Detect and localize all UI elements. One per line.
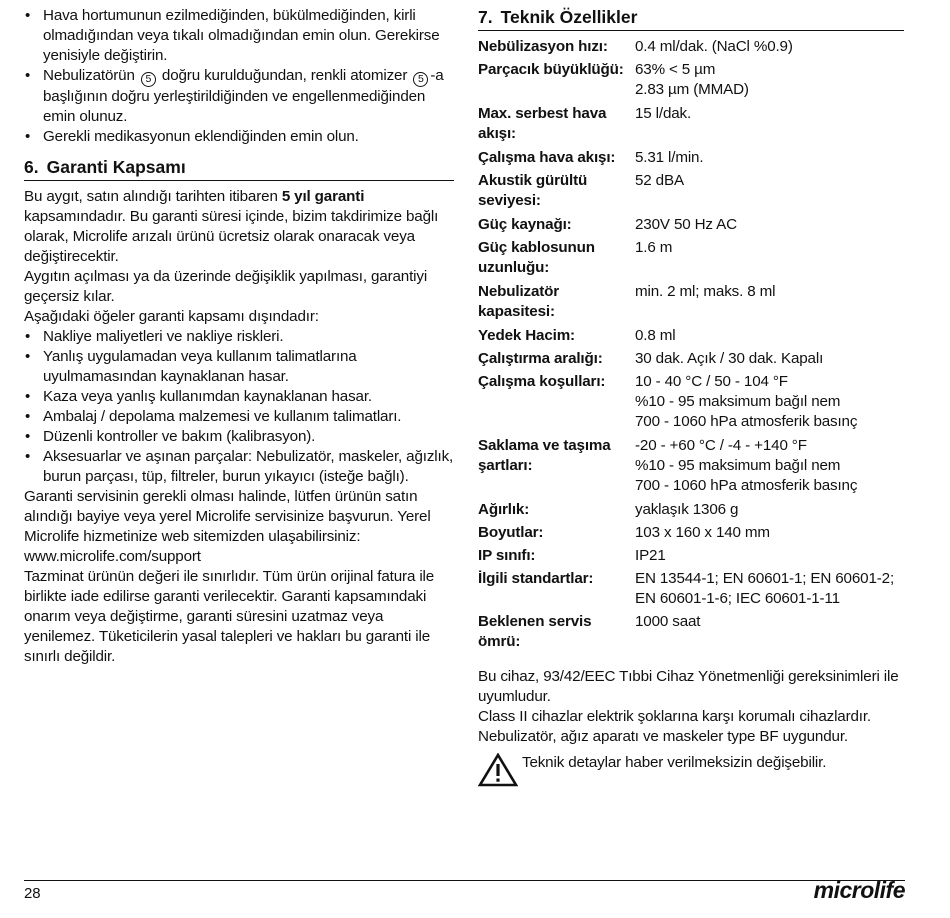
warranty-paragraph-3: Aşağıdaki öğeler garanti kapsamı dışındadır: (24, 308, 319, 325)
warranty-paragraph-5: Tazminat ürünün değeri ile sınırlıdır. Tüm ürün orijinal fatura ile birlikte iade edilirse garanti verilecektir. Garanti kapsamındaki onarım veya değiştirme, garanti süresini uzatmaz veya yenilemez. Tüketicilerin yasal talepleri ve hakları bu garanti ile sınırlı değildir. (24, 568, 435, 665)
spec-row (478, 569, 904, 612)
warning-triangle-icon (478, 753, 518, 787)
spec-value-line: IP21 (635, 547, 666, 564)
list-item: • Nakliye maliyetleri ve nakliye riskleri. (24, 327, 454, 347)
left-column (24, 6, 454, 667)
note-directive: Bu cihaz, 93/42/EEC Tıbbi Cihaz Yönetmenliği gereksinimleri ile uyumludur. (478, 668, 899, 705)
list-item: • Kaza veya yanlış kullanımdan kaynaklanan hasar. (24, 387, 454, 407)
spec-row (478, 282, 904, 326)
spec-value-line: 2.83 µm (MMAD) (635, 81, 749, 98)
spec-row (478, 148, 904, 171)
spec-value-line: %10 - 95 maksimum bağıl nem (635, 393, 841, 410)
spec-value-line: 0.8 ml (635, 327, 676, 344)
spec-value (635, 372, 904, 436)
precheck-list (24, 6, 454, 147)
warranty-paragraph-1: Bu aygıt, satın alındığı tarihten itibaren 5 yıl garanti kapsamındadır. Bu garanti süresi içinde, bizim takdirimize bağlı olarak, Microlife arızalı ürünü ücretsiz olarak onaracak veya değiştirecektir. (24, 188, 439, 265)
list-item: • Aksesuarlar ve aşınan parçalar: Nebulizatör, maskeler, ağızlık, burun parçası, tüp, filtreler, burun yıkayıcı (isteğe bağlı). (24, 447, 454, 487)
spec-row (478, 436, 904, 500)
part-number-5: 5 (413, 72, 428, 87)
brand-logo: microlife (813, 877, 905, 903)
spec-label: Yedek Hacim: (478, 327, 575, 344)
spec-value (635, 104, 904, 148)
spec-value (635, 171, 904, 215)
spec-table (478, 37, 904, 655)
section-7-heading: 7. Teknik Özellikler (478, 6, 904, 31)
spec-value-line: min. 2 ml; maks. 8 ml (635, 283, 776, 300)
spec-value (635, 282, 904, 326)
spec-value (635, 37, 904, 60)
spec-row (478, 523, 904, 546)
warning-note: Teknik detaylar haber verilmeksizin değişebilir. (478, 753, 904, 793)
spec-value (635, 349, 904, 372)
right-column (478, 6, 904, 793)
spec-value (635, 238, 904, 282)
spec-value-line: 700 - 1060 hPa atmosferik basınç (635, 477, 858, 494)
spec-value (635, 500, 904, 523)
spec-value (635, 148, 904, 171)
support-url: www.microlife.com/support (24, 548, 201, 565)
list-item: • Yanlış uygulamadan veya kullanım talimatlarına uyulmamasından kaynaklanan hasar. (24, 347, 454, 387)
spec-row (478, 372, 904, 436)
spec-value (635, 569, 904, 612)
spec-value-line: 52 dBA (635, 172, 684, 189)
spec-value-line: 63% < 5 µm (635, 61, 716, 78)
spec-label: Parçacık büyüklüğü: (478, 61, 624, 78)
spec-value (635, 546, 904, 569)
spec-label: Güç kaynağı: (478, 216, 572, 233)
spec-value-line: 30 dak. Açık / 30 dak. Kapalı (635, 350, 824, 367)
spec-value (635, 612, 904, 655)
spec-row (478, 104, 904, 148)
list-item: • Nebulizatörün 5 doğru kurulduğundan, renkli atomizer 5 -a başlığının doğru yerleştirildiğinden ve engellenmediğinden emin olunuz. (24, 66, 454, 127)
spec-value-line: 103 x 160 x 140 mm (635, 524, 770, 541)
spec-row (478, 326, 904, 349)
spec-label: Boyutlar: (478, 524, 544, 541)
spec-row (478, 349, 904, 372)
spec-value-line: yaklaşık 1306 g (635, 501, 739, 518)
spec-row (478, 215, 904, 238)
spec-label: Ağırlık: (478, 501, 530, 518)
spec-label: Saklama ve taşıma şartları: (478, 437, 611, 474)
spec-value-line: 10 - 40 °C / 50 - 104 °F (635, 373, 788, 390)
spec-row (478, 500, 904, 523)
spec-value (635, 326, 904, 349)
spec-value (635, 436, 904, 500)
exclusions-list (24, 327, 454, 487)
spec-value-line: %10 - 95 maksimum bağıl nem (635, 457, 841, 474)
spec-label: Beklenen servis ömrü: (478, 613, 592, 650)
spec-value-line: 5.31 l/min. (635, 149, 704, 166)
spec-row (478, 60, 904, 104)
warranty-paragraph-4: Garanti servisinin gerekli olması halinde, lütfen ürünün satın alındığı bayiye veya yerel Microlife servisinize başvurun. Yerel Microlife hizmetinize web sitemizden ulaşabilirsiniz: (24, 488, 431, 545)
spec-value-line: 700 - 1060 hPa atmosferik basınç (635, 413, 858, 430)
spec-value-line: -20 - +60 °C / -4 - +140 °F (635, 437, 807, 454)
spec-row (478, 238, 904, 282)
spec-label: IP sınıfı: (478, 547, 536, 564)
spec-value-line: 0.4 ml/dak. (NaCl %0.9) (635, 38, 793, 55)
spec-label: Çalıştırma aralığı: (478, 350, 603, 367)
list-item: • Hava hortumunun ezilmediğinden, bükülmediğinden, kirli olmadığından veya tıkalı olmadığından emin olun. Gerekirse yenisiyle değiştirin. (24, 6, 454, 66)
warranty-paragraph-2: Aygıtın açılması ya da üzerinde değişiklik yapılması, garantiyi geçersiz kılar. (24, 268, 428, 305)
spec-value-line: EN 13544-1; EN 60601-1; EN 60601-2; EN 60601-1-6; IEC 60601-1-11 (635, 570, 895, 607)
spec-row (478, 546, 904, 569)
list-item: • Düzenli kontroller ve bakım (kalibrasyon). (24, 427, 454, 447)
list-item: • Gerekli medikasyonun eklendiğinden emin olun. (24, 127, 454, 147)
spec-label: Akustik gürültü seviyesi: (478, 172, 588, 209)
list-item: • Ambalaj / depolama malzemesi ve kullanım talimatları. (24, 407, 454, 427)
spec-row (478, 37, 904, 60)
spec-label: Nebülizasyon hızı: (478, 38, 608, 55)
spec-value-line: 1000 saat (635, 613, 701, 630)
spec-label: Çalışma koşulları: (478, 373, 606, 390)
spec-row (478, 171, 904, 215)
spec-value (635, 523, 904, 546)
part-number-5: 5 (141, 72, 156, 87)
spec-label: Çalışma hava akışı: (478, 149, 616, 166)
spec-label: İlgili standartlar: (478, 570, 594, 587)
compliance-notes (478, 667, 904, 747)
section-6-heading: 6. Garanti Kapsamı (24, 156, 454, 181)
spec-value-line: 15 l/dak. (635, 105, 692, 122)
page-number: 28 (24, 885, 41, 902)
note-type-bf: Nebulizatör, ağız aparatı ve maskeler type BF uygundur. (478, 728, 848, 745)
spec-row (478, 612, 904, 655)
note-class-ii: Class II cihazlar elektrik şoklarına karşı korumalı cihazlardır. (478, 708, 872, 725)
spec-label: Güç kablosunun uzunluğu: (478, 239, 595, 276)
footer-divider (24, 880, 905, 881)
spec-value-line: 230V 50 Hz AC (635, 216, 737, 233)
spec-label: Max. serbest hava akışı: (478, 105, 607, 142)
spec-value-line: 1.6 m (635, 239, 673, 256)
spec-value (635, 215, 904, 238)
spec-value (635, 60, 904, 104)
spec-label: Nebulizatör kapasitesi: (478, 283, 560, 320)
